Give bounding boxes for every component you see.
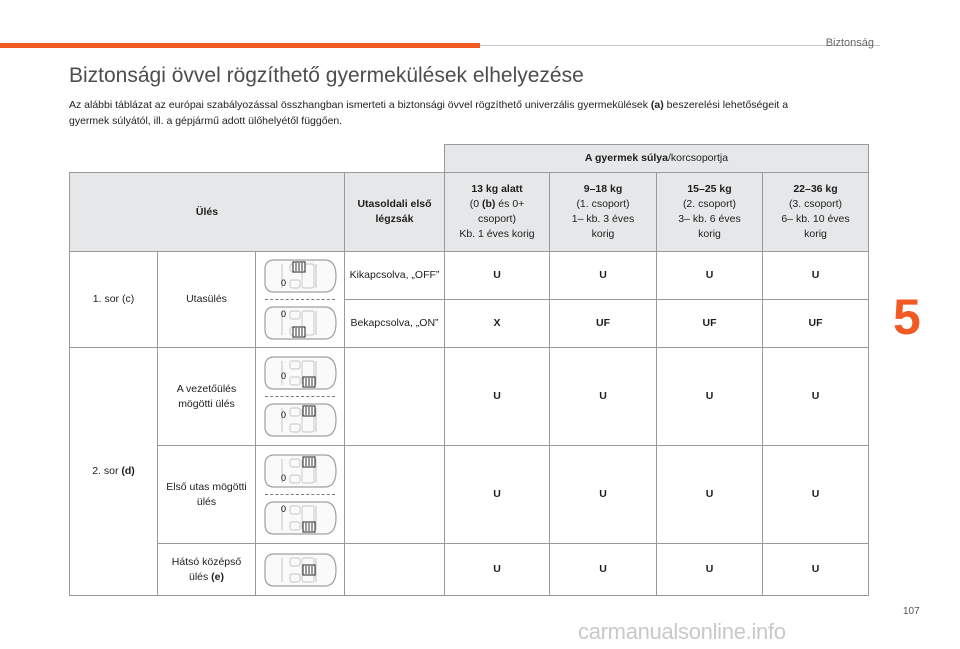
divider-dashed — [265, 396, 335, 397]
seat-highlight-icon — [303, 522, 315, 532]
car-top-view-icon — [260, 451, 340, 491]
front-seat-diagram — [256, 252, 345, 348]
car-top-view-icon — [260, 550, 340, 590]
svg-text:0: 0 — [281, 504, 287, 514]
svg-text:0: 0 — [281, 473, 287, 483]
value-cell: U — [657, 348, 763, 446]
car-top-view-icon — [260, 498, 340, 538]
value-cell: U — [763, 252, 869, 300]
seat-highlight-icon — [303, 406, 315, 416]
group-header-0: 13 kg alatt (0 (b) és 0+ csoport) Kb. 1 éves korig — [445, 173, 550, 252]
seat-highlight-icon — [293, 327, 305, 337]
divider-dashed — [265, 299, 335, 300]
empty-airbag-cell — [345, 544, 445, 596]
header-rule — [480, 45, 880, 46]
value-cell: UF — [550, 300, 657, 348]
seat-column-header: Ülés — [70, 173, 345, 252]
behind-driver-diagram — [256, 348, 345, 446]
value-cell: X — [445, 300, 550, 348]
value-cell: UF — [763, 300, 869, 348]
value-cell: U — [445, 348, 550, 446]
airbag-on-label: Bekapcsolva, „ON” — [345, 300, 445, 348]
rear-center-diagram — [256, 544, 345, 596]
value-cell: U — [550, 544, 657, 596]
value-cell: UF — [657, 300, 763, 348]
value-cell: U — [657, 544, 763, 596]
seat-highlight-icon — [303, 377, 315, 387]
svg-text:0: 0 — [281, 278, 287, 288]
value-cell: U — [550, 252, 657, 300]
row1-label: 1. sor (c) — [70, 252, 158, 348]
car-top-view-icon — [260, 303, 340, 343]
value-cell: U — [445, 252, 550, 300]
group-header-3: 22–36 kg (3. csoport) 6– kb. 10 éves korig — [763, 173, 869, 252]
child-seat-table — [69, 144, 869, 596]
empty-airbag-cell — [345, 446, 445, 544]
group-header-1: 9–18 kg (1. csoport) 1– kb. 3 éves korig — [550, 173, 657, 252]
value-cell: U — [445, 544, 550, 596]
value-cell: U — [763, 348, 869, 446]
row2-label: 2. sor (d) — [70, 348, 158, 596]
car-top-view-icon — [260, 256, 340, 296]
value-cell: U — [550, 348, 657, 446]
seat-highlight-icon — [293, 262, 305, 272]
value-cell: U — [550, 446, 657, 544]
page-number: 107 — [903, 606, 920, 617]
car-top-view-icon — [260, 353, 340, 393]
car-top-view-icon — [260, 400, 340, 440]
behind-passenger-diagram — [256, 446, 345, 544]
value-cell: U — [657, 446, 763, 544]
svg-text:0: 0 — [281, 309, 287, 319]
intro-text: Az alábbi táblázat az európai szabályozással összhangban ismerteti a biztonsági övvel rögzíthető univerzális gyermekülések (a) beszerelési lehetőségeit a gyermek súlyától, ill. a gépjármű adott ülőhelyétől függően. — [69, 99, 789, 127]
value-cell: U — [763, 446, 869, 544]
group-header-2: 15–25 kg (2. csoport) 3– kb. 6 éves korig — [657, 173, 763, 252]
behind-passenger-label: Első utas mögötti ülés — [158, 446, 256, 544]
value-cell: U — [657, 252, 763, 300]
behind-driver-label: A vezetőülés mögötti ülés — [158, 348, 256, 446]
rear-center-label: Hátsó középső ülés (e) — [158, 544, 256, 596]
page-title: Biztonsági övvel rögzíthető gyermekülések elhelyezése — [69, 64, 584, 87]
empty-airbag-cell — [345, 348, 445, 446]
watermark: carmanualsonline.info — [578, 619, 786, 644]
value-cell: U — [445, 446, 550, 544]
divider-dashed — [265, 494, 335, 495]
header-accent-bar — [0, 43, 480, 48]
weight-group-header: A gyermek súlya/korcsoportja — [445, 145, 869, 173]
svg-text:0: 0 — [281, 410, 287, 420]
chapter-number: 5 — [893, 289, 921, 345]
section-title: Biztonság — [825, 37, 874, 49]
airbag-off-label: Kikapcsolva, „OFF” — [345, 252, 445, 300]
svg-text:0: 0 — [281, 371, 287, 381]
seat-highlight-icon — [303, 457, 315, 467]
passenger-seat-label: Utasülés — [158, 252, 256, 348]
value-cell: U — [763, 544, 869, 596]
airbag-column-header: Utasoldali első légzsák — [345, 173, 445, 252]
seat-highlight-icon — [303, 565, 315, 575]
